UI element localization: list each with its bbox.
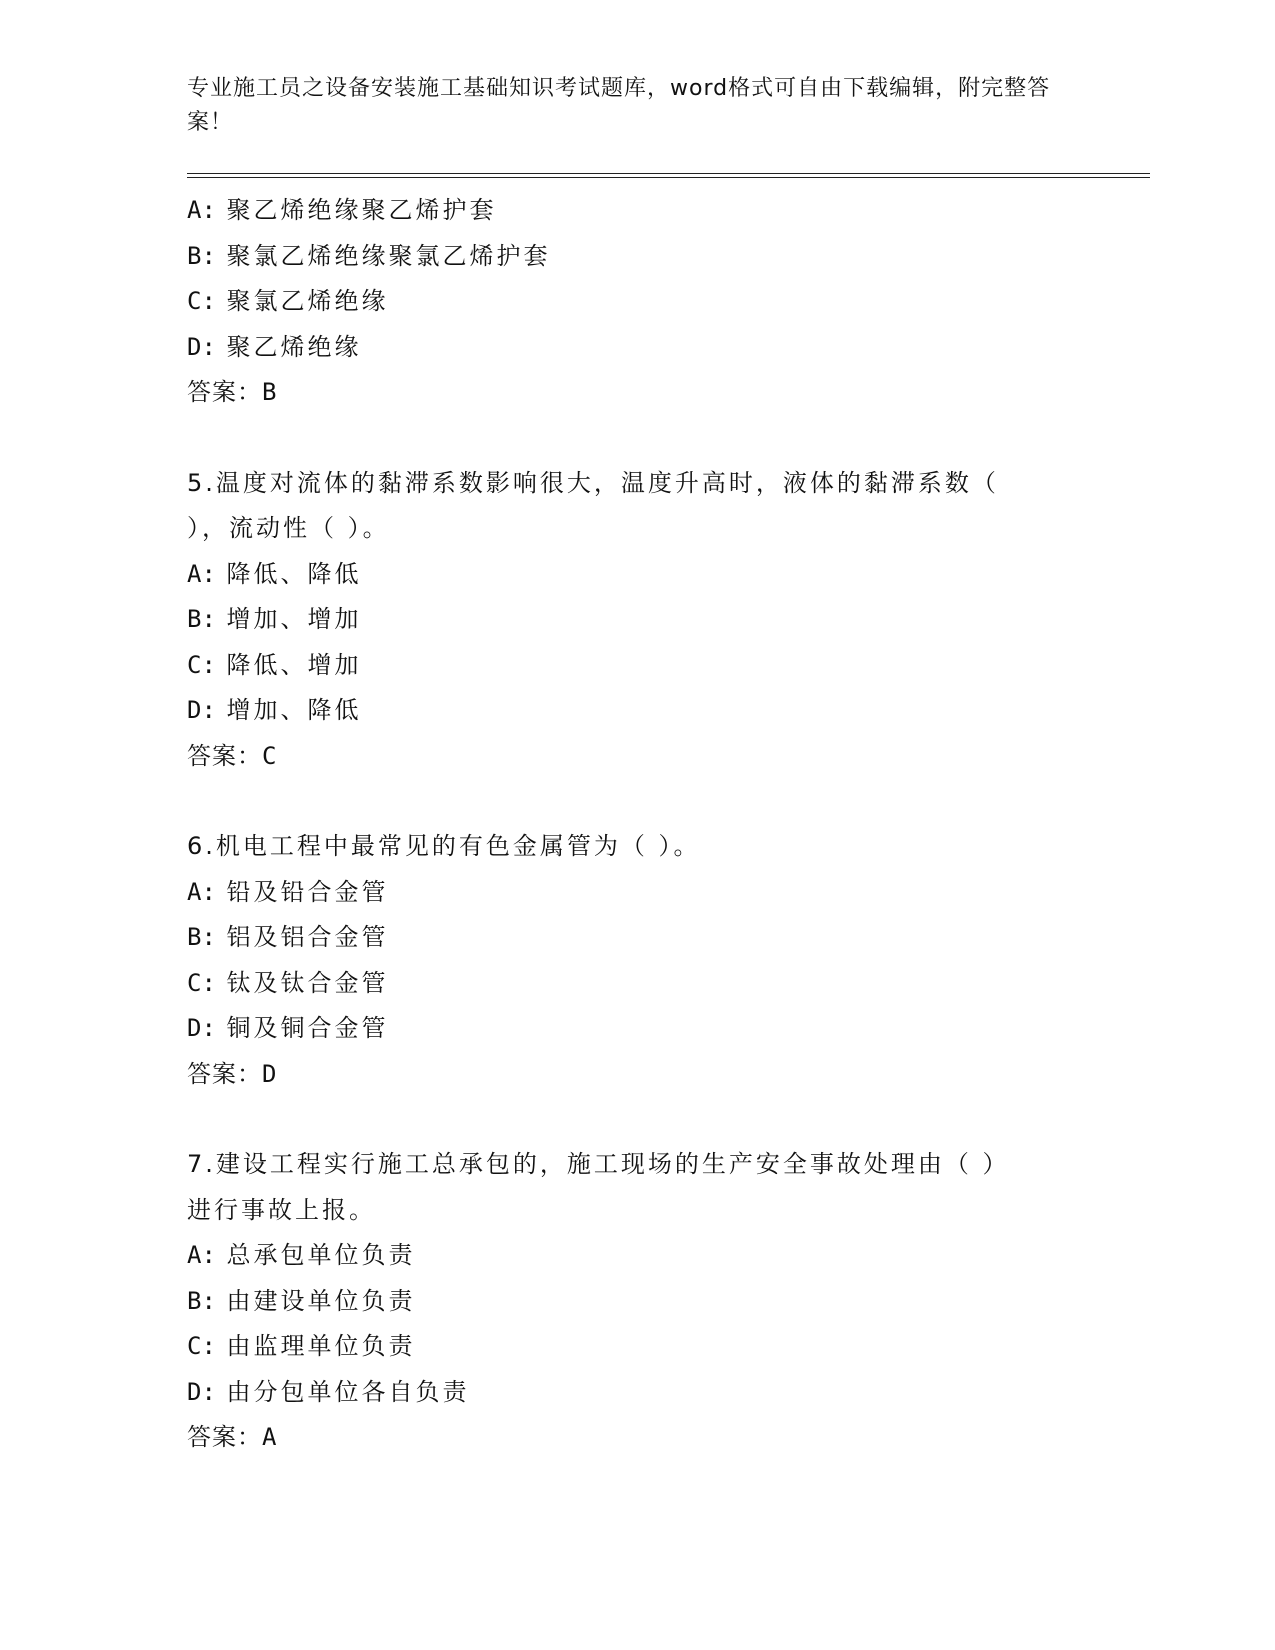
question-list [187,188,1087,1461]
option-a: A: 总承包单位负责 [187,1241,416,1269]
question-block-partial [187,188,1087,416]
answer-line: 答案：B [187,378,278,406]
question-text: 5.温度对流体的黏滞系数影响很大，温度升高时，液体的黏滞系数（ [187,468,999,497]
header-divider-top [187,173,1150,174]
option-c: C: 由监理单位负责 [187,1332,416,1360]
question-text: ），流动性（ ）。 [187,514,390,542]
option-a: A: 铅及铅合金管 [187,877,389,906]
answer-line: 答案：D [187,1059,278,1088]
question-text: 7.建设工程实行施工总承包的，施工现场的生产安全事故处理由（ ） [187,1150,1010,1178]
option-b: B: 增加、增加 [187,605,362,633]
header-divider-bottom [187,177,1150,178]
option-b: B: 聚氯乙烯绝缘聚氯乙烯护套 [187,241,551,270]
option-d: D: 由分包单位各自负责 [187,1377,470,1406]
answer-line: 答案：A [187,1423,278,1451]
question-block-7 [187,1142,1087,1461]
option-a: A: 降低、降低 [187,559,362,588]
option-d: D: 铜及铜合金管 [187,1014,389,1042]
option-b: B: 由建设单位负责 [187,1286,416,1315]
answer-line: 答案：C [187,741,278,770]
question-text: 6.机电工程中最常见的有色金属管为（ ）。 [187,832,701,860]
option-c: C: 聚氯乙烯绝缘 [187,287,389,315]
option-d: D: 聚乙烯绝缘 [187,332,362,361]
option-c: C: 降低、增加 [187,650,362,679]
question-block-5 [187,461,1087,780]
question-text: 进行事故上报。 [187,1195,376,1224]
question-block-6 [187,824,1087,1097]
option-d: D: 增加、降低 [187,696,362,724]
option-c: C: 钛及钛合金管 [187,968,389,997]
option-b: B: 铝及铝合金管 [187,923,389,951]
option-a: A: 聚乙烯绝缘聚乙烯护套 [187,196,497,224]
document-header: 专业施工员之设备安装施工基础知识考试题库，word格式可自由下载编辑，附完整答案！ [187,76,1051,135]
